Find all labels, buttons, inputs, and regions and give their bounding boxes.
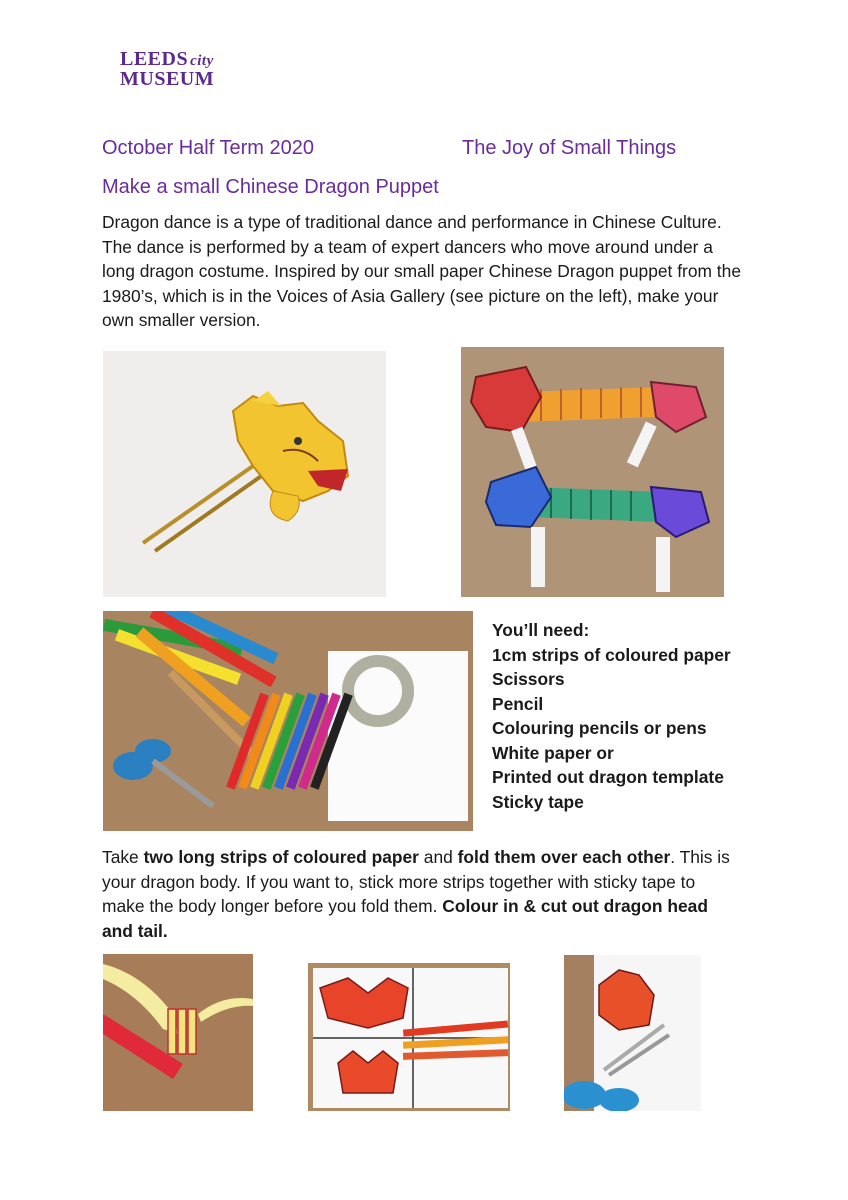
list-item: Printed out dragon template bbox=[492, 767, 724, 787]
dragon-template-photo bbox=[308, 963, 510, 1111]
instructions-paragraph: Take two long strips of coloured paper and fold them over each other. This is your dragon body. If you want to, stick more strips together with sticky tape to make the body longer before you fold them. Colour in & cut out dragon head and tail. bbox=[102, 847, 730, 941]
list-item: Sticky tape bbox=[492, 791, 584, 812]
leeds-city-museum-logo: LEEDS city MUSEUM bbox=[120, 48, 215, 90]
folding-strips-photo bbox=[103, 954, 253, 1111]
intro-paragraph: Dragon dance is a type of traditional dance and performance in Chinese Culture. The dance is performed by a team of expert dancers who move around under a long dragon costume. Inspired by our small paper Chinese Dragon puppet from the 1980’s, which is in the Voices of Asia Gallery (see picture on the left), make your own smaller version. bbox=[102, 212, 741, 330]
page-title: Make a small Chinese Dragon Puppet bbox=[102, 176, 439, 198]
cutting-out-photo bbox=[564, 955, 701, 1111]
list-item: Scissors bbox=[492, 669, 565, 689]
list-item: Pencil bbox=[492, 693, 544, 714]
materials-list bbox=[492, 618, 731, 814]
list-item: White paper or bbox=[492, 742, 614, 763]
materials-heading: You’ll need: bbox=[492, 620, 590, 640]
materials-photo bbox=[103, 611, 473, 831]
museum-dragon-puppet-photo bbox=[103, 351, 386, 597]
list-item: Colouring pencils or pens bbox=[492, 718, 707, 738]
theme-heading: The Joy of Small Things bbox=[462, 137, 677, 159]
finished-dragons-photo bbox=[461, 347, 724, 597]
term-heading: October Half Term 2020 bbox=[102, 137, 314, 159]
list-item: 1cm strips of coloured paper bbox=[492, 644, 731, 665]
